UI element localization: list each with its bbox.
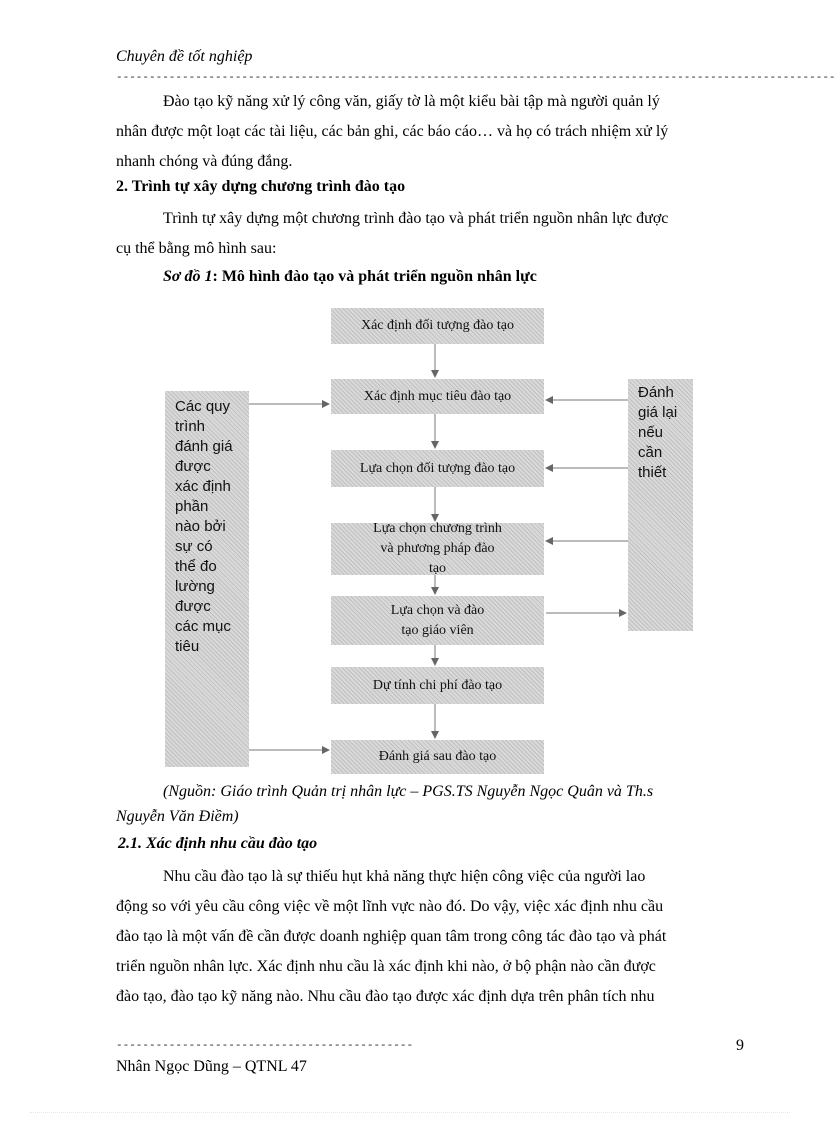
side-box-line: Đánh: [638, 384, 674, 401]
paragraph-line: đào tạo là một vấn đề cần được doanh nghiệp quan tâm trong công tác đào tạo và phát: [116, 928, 667, 945]
page-bottom-border: [30, 1112, 790, 1113]
source-citation-line-1: (Nguồn: Giáo trình Quản trị nhân lực – PGS.TS Nguyễn Ngọc Quân và Th.s: [163, 783, 654, 800]
flow-step-select-trainees: [331, 450, 544, 487]
section-heading-2-1: 2.1. Xác định nhu cầu đào tạo: [118, 835, 318, 852]
side-box-line: được: [175, 458, 211, 475]
side-box-line: đánh giá: [175, 438, 233, 455]
side-box-line: lường: [175, 578, 215, 595]
paragraph-line: nhân được một loạt các tài liệu, các bản ghi, các báo cáo… và họ có trách nhiệm xử lý: [116, 123, 669, 140]
page-number: 9: [736, 1037, 744, 1054]
side-box-line: được: [175, 598, 211, 615]
side-box-line: phần: [175, 498, 209, 515]
paragraph-line: Nhu cầu đào tạo là sự thiếu hụt khả năng thực hiện công việc của người lao: [163, 868, 646, 885]
side-box-line: nếu: [638, 424, 664, 441]
side-box-line: cần: [638, 444, 663, 461]
source-citation-line-2: Nguyễn Văn Điềm): [116, 808, 239, 825]
flow-step-label: Xác định mục tiêu đào tạo: [363, 388, 512, 404]
side-box-line: sự có: [175, 538, 213, 555]
side-box-line: nào bởi: [175, 518, 226, 535]
footer-author: Nhân Ngọc Dũng – QTNL 47: [116, 1058, 307, 1075]
flow-step-label: Lựa chọn đối tượng đào tạo: [359, 460, 516, 476]
side-box-line: thể đo: [175, 558, 217, 575]
side-box-line: xác định: [175, 478, 231, 495]
paragraph-3: [116, 862, 740, 1012]
flow-step-post-evaluation: [331, 740, 544, 774]
side-box-line: giá lại: [638, 404, 678, 421]
flow-step-label: Lựa chọn chương trình và phương pháp đào tạo: [373, 521, 502, 576]
evaluation-process-box: [165, 391, 249, 767]
section-heading-2: 2. Trình tự xây dựng chương trình đào tạo: [116, 178, 406, 195]
paragraph-line: triển nguồn nhân lực. Xác định nhu cầu là xác định khi nào, ở bộ phận nào cần được: [116, 958, 656, 975]
paragraph-line: động so với yêu cầu công việc về một lĩnh vực nào đó. Do vậy, việc xác định nhu cầu: [116, 898, 664, 915]
flow-step-cost-estimate: [331, 667, 544, 704]
caption-label: Sơ đồ 1: [163, 268, 213, 285]
side-box-line: trình: [175, 418, 206, 435]
re-evaluate-box: [628, 379, 693, 631]
side-box-line: Các quy: [175, 398, 231, 415]
paragraph-line: đào tạo, đào tạo kỹ năng nào. Nhu cầu đào tạo được xác định dựa trên phân tích nhu: [116, 988, 655, 1005]
flow-step-label: Xác định đối tượng đào tạo: [360, 318, 514, 333]
flow-step-program-methods: [331, 523, 544, 575]
flow-step-training-objectives: [331, 379, 544, 414]
header-title: Chuyên đề tốt nghiệp: [116, 48, 253, 65]
caption-text: : Mô hình đào tạo và phát triển nguồn nhân lực: [212, 268, 537, 285]
footer-rule: ---------------------------------------------: [116, 1040, 414, 1052]
header-rule: -------------------------------------------------------------------------------------------------------------: [116, 72, 836, 84]
flow-step-label: Dự tính chi phí đào tạo: [372, 677, 503, 693]
flow-step-label: Đánh giá sau đào tạo: [378, 749, 497, 764]
flow-step-select-teachers: [331, 596, 544, 645]
flow-step-identify-trainees: [331, 308, 544, 344]
side-box-line: thiết: [638, 464, 667, 481]
paragraph-line: nhanh chóng và đúng đắng.: [116, 153, 293, 170]
flow-step-label: Lựa chọn và đào tạo giáo viên: [390, 602, 485, 638]
side-box-line: các mục: [175, 618, 231, 635]
paragraph-line: Đào tạo kỹ năng xử lý công văn, giấy tờ là một kiểu bài tập mà người quản lý: [163, 93, 660, 110]
paragraph-line: cụ thể bằng mô hình sau:: [116, 240, 277, 257]
side-box-line: tiêu: [175, 638, 200, 655]
paragraph-line: Trình tự xây dựng một chương trình đào tạo và phát triển nguồn nhân lực được: [163, 210, 669, 227]
